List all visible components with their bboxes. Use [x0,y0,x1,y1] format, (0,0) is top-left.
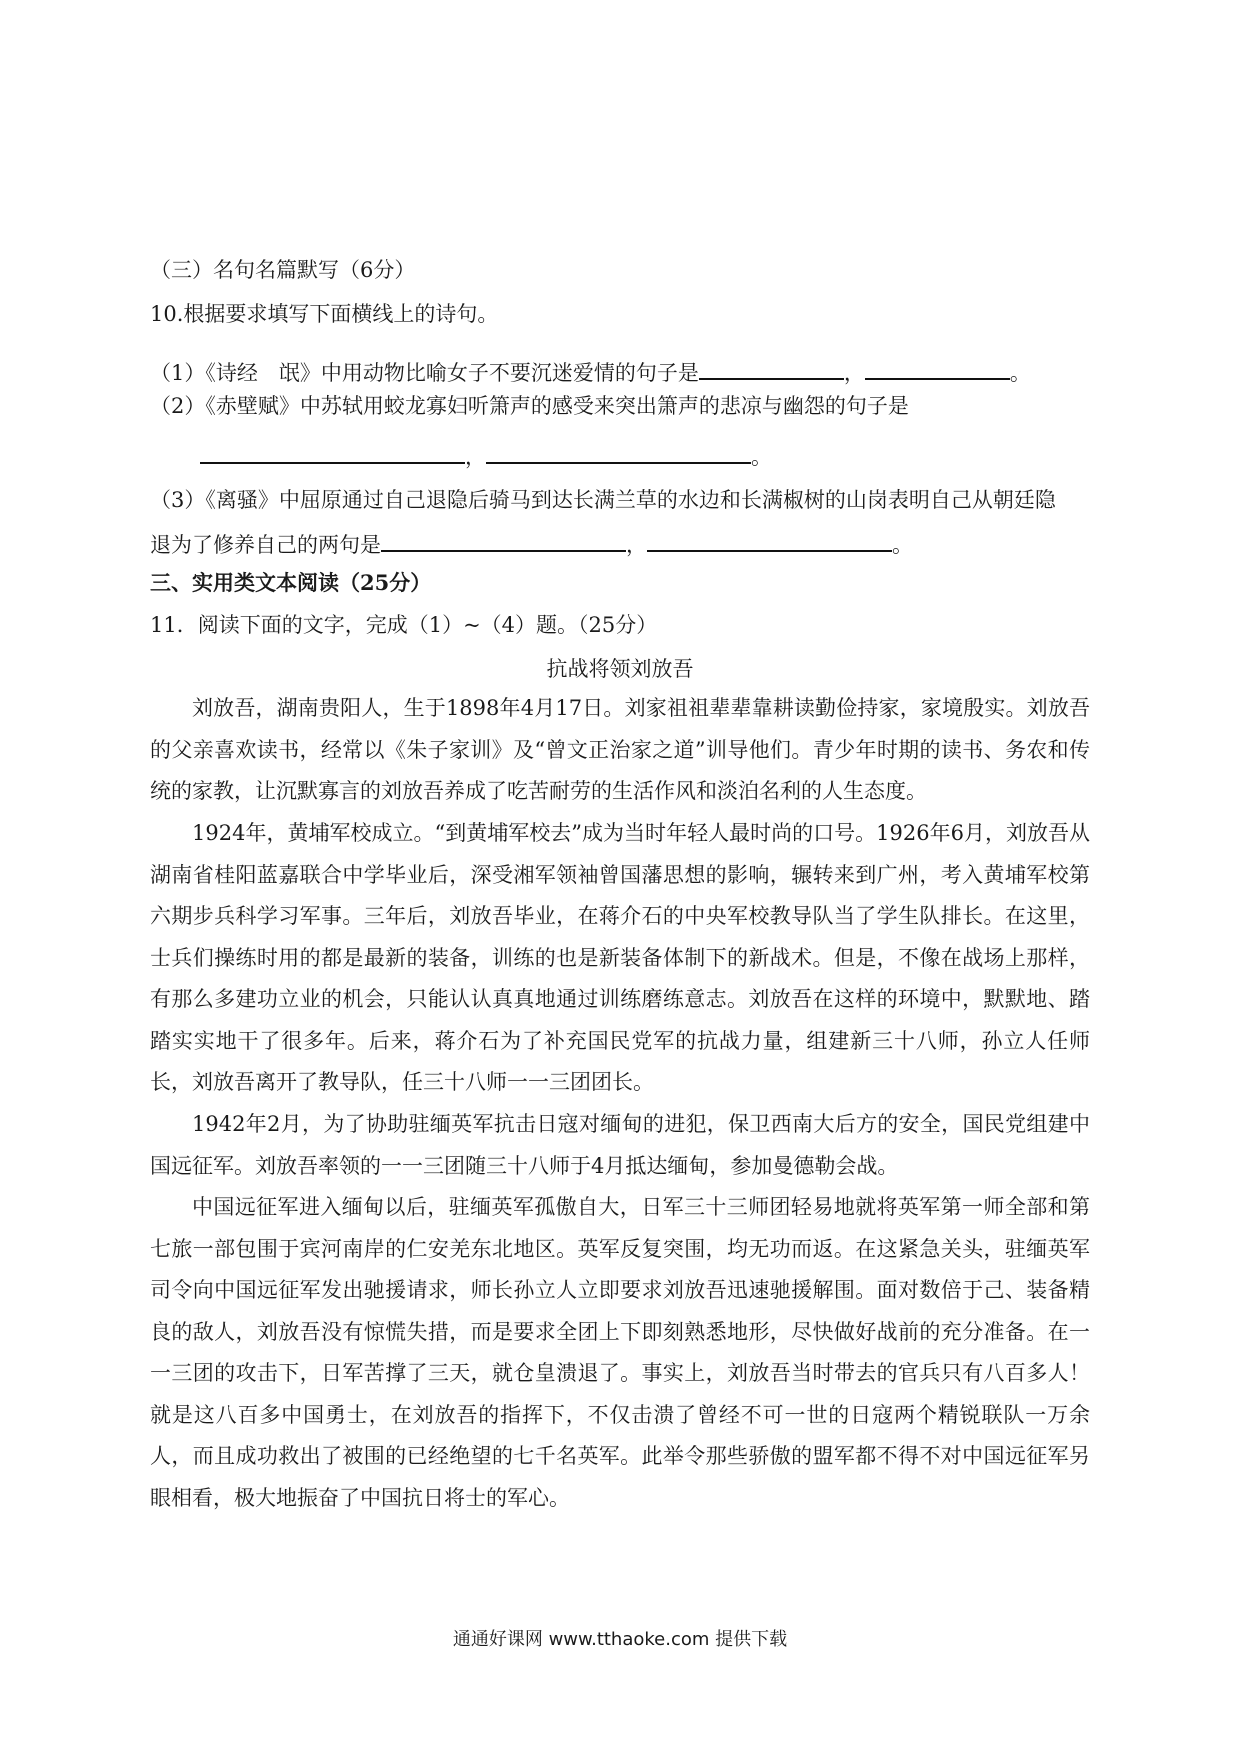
answer-blank-1a[interactable] [699,356,844,380]
question-11-stem: 11．阅读下面的文字，完成（1）~（4）题。（25分） [150,613,658,637]
footer-source: 通通好课网 www.tthaoke.com 提供下载 [452,1629,788,1650]
question-10-stem: 10.根据要求填写下面横线上的诗句。 [150,302,499,326]
item-2-end: 。 [751,445,772,469]
article-paragraph-4: 中国远征军进入缅甸以后，驻缅英军孤傲自大，日军三十三师团轻易地就将英军第一师全部和第七旅一部包围于宾河南岸的仁安羌东北地区。英军反复突围，均无功而返。在这紧急关头，驻缅英军司令向中国远征军发出驰援请求，师长孙立人立即要求刘放吾迅速驰援解围。面对数倍于己、装备精良的敌人，刘放吾没有惊慌失措，而是要求全团上下即刻熟悉地形，尽快做好战前的充分准备。在一一三团的攻击下，日军苦撑了三天，就仓皇溃退了。事实上，刘放吾当时带去的官兵只有八百多人！就是这八百多中国勇士，在刘放吾的指挥下，不仅击溃了曾经不可一世的日寇两个精锐联队一万余人，而且成功救出了被围的已经绝望的七千名英军。此举令那些骄傲的盟军都不得不对中国远征军另眼相看，极大地振奋了中国抗日将士的军心。 [150,1195,1090,1510]
question-10-item-1 [150,356,1031,387]
article-paragraph-2: 1924年，黄埔军校成立。“到黄埔军校去”成为当时年轻人最时尚的口号。1926年6月，刘放吾从湖南省桂阳蓝嘉联合中学毕业后，深受湘军领袖曾国藩思想的影响，辗转来到广州，考入黄埔军校第六期步兵科学习军事。三年后，刘放吾毕业，在蒋介石的中央军校教导队当了学生队排长。在这里，士兵们操练时用的都是最新的装备，训练的也是新装备体制下的新战术。但是，不像在战场上那样，有那么多建功立业的机会，只能认认真真地通过训练磨练意志。刘放吾在这样的环境中，默默地、踏踏实实地干了很多年。后来，蒋介石为了补充国民党军的抗战力量，组建新三十八师，孙立人任师长，刘放吾离开了教导队，任三十八师一一三团团长。 [150,821,1090,1094]
article-paragraph-1: 刘放吾，湖南贵阳人，生于1898年4月17日。刘家祖祖辈辈靠耕读勤俭持家，家境殷实。刘放吾的父亲喜欢读书，经常以《朱子家训》及“曾文正治家之道”训导他们。青少年时期的读书、务农和传统的家教，让沉默寡言的刘放吾养成了吃苦耐劳的生活作风和淡泊名利的人生态度。 [150,696,1090,803]
item-1-text: （1）《诗经 氓》中用动物比喻女子不要沉迷爱情的句子是 [150,361,699,385]
article-title: 抗战将领刘放吾 [546,657,694,681]
article-paragraph-3: 1942年2月，为了协助驻缅英军抗击日寇对缅甸的进犯，保卫西南大后方的安全，国民党组建中国远征军。刘放吾率领的一一三团随三十八师于4月抵达缅甸，参加曼德勒会战。 [150,1112,1090,1178]
item-3-text: 退为了修养自己的两句是 [150,533,381,557]
question-10-item-3-line-2 [150,528,913,559]
part-heading-practical-reading: 三、实用类文本阅读（25分） [150,570,432,595]
question-10-item-2-blanks [200,440,772,471]
answer-blank-3a[interactable] [381,528,626,552]
answer-blank-2a[interactable] [200,440,465,464]
item-3-separator: ， [626,533,647,557]
answer-blank-2b[interactable] [486,440,751,464]
answer-blank-1b[interactable] [865,356,1010,380]
section-heading-memorization: （三）名句名篇默写（6分） [150,258,416,282]
item-2-separator: ， [465,445,486,469]
question-10-item-2: （2）《赤壁赋》中苏轼用蛟龙寡妇听箫声的感受来突出箫声的悲凉与幽怨的句子是 [150,394,909,418]
item-3-end: 。 [892,533,913,557]
answer-blank-3b[interactable] [647,528,892,552]
question-10-item-3-line-1: （3）《离骚》中屈原通过自己退隐后骑马到达长满兰草的水边和长满椒树的山岗表明自己从朝廷隐 [150,488,1056,512]
item-1-separator: ， [843,361,865,385]
item-1-end: 。 [1009,361,1031,385]
